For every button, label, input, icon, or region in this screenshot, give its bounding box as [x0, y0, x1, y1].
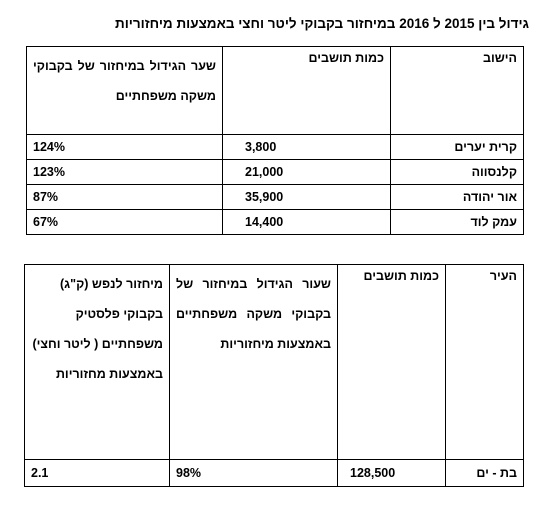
settlement-name: קרית יערים: [391, 135, 524, 160]
growth-value: 87%: [27, 185, 223, 210]
growth-value: 123%: [27, 160, 223, 185]
table-row: [25, 460, 524, 487]
table-row: [27, 210, 524, 235]
population-value: 35,900: [223, 185, 391, 210]
growth-value: 67%: [27, 210, 223, 235]
header-population: כמות תושבים: [338, 265, 446, 460]
header-city: העיר: [446, 265, 524, 460]
table-header-row: [25, 265, 524, 460]
header-per-capita: מיחזור לנפש (ק"ג) בקבוקי פלסטיק משפחתיים ( ליטר וחצי) באמצעות מחזוריות: [25, 265, 170, 460]
population-value: 3,800: [223, 135, 391, 160]
table-row: [27, 185, 524, 210]
settlements-table: [26, 46, 524, 235]
table-row: [27, 135, 524, 160]
header-growth: שעור הגידול במיחזור של בקבוקי משקה משפחתיים באמצעות מיחזוריות: [170, 265, 338, 460]
population-value: 21,000: [223, 160, 391, 185]
header-settlement: הישוב: [391, 47, 524, 135]
population-value: 128,500: [338, 460, 446, 487]
page-title: גידול בין 2015 ל 2016 במיחזור בקבוקי ליטר וחצי באמצעות מיחזוריות: [115, 16, 529, 31]
header-population: כמות תושבים: [223, 47, 391, 135]
settlement-name: קלנסווה: [391, 160, 524, 185]
city-name: בת - ים: [446, 460, 524, 487]
population-value: 14,400: [223, 210, 391, 235]
growth-value: 124%: [27, 135, 223, 160]
table-row: [27, 160, 524, 185]
settlement-name: עמק לוד: [391, 210, 524, 235]
settlement-name: אור יהודה: [391, 185, 524, 210]
growth-value: 98%: [170, 460, 338, 487]
header-growth: שער הגידול במיחזור של בקבוקי משקה משפחתיים: [27, 47, 223, 135]
city-table: [24, 264, 524, 487]
per-capita-value: 2.1: [25, 460, 170, 487]
table-header-row: [27, 47, 524, 135]
